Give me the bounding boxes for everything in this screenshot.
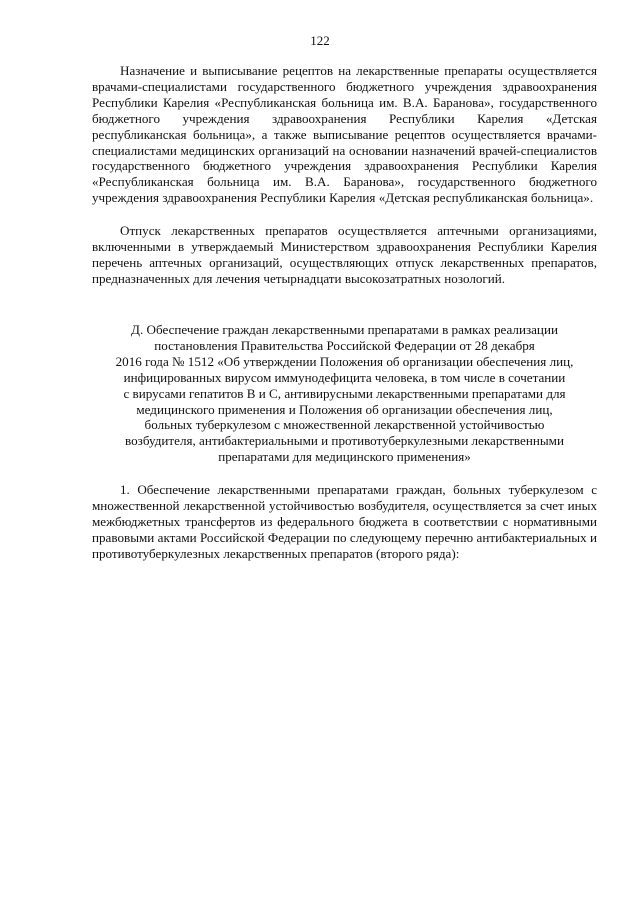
heading-line: больных туберкулезом с множественной лекарственной устойчивостью xyxy=(144,417,545,433)
paragraph-text: Отпуск лекарственных препаратов осуществляется аптечными организациями, включенными в утверждаемый Министерством здравоохранения Республики Карелия перечень аптечных организаций, осуществляющих отпуск лекарственных препаратов, предназначенных для лечения четырнадцати высокозатратных нозологий. xyxy=(92,223,597,286)
page-number: 122 xyxy=(310,33,330,48)
section-heading xyxy=(92,322,597,465)
paragraph-text: Назначение и выписывание рецептов на лекарственные препараты осуществляется врачами-специалистами государственного бюджетного учреждения здравоохранения Республики Карелия «Республиканская больница им. В.А. Баранова», государственного бюджетного учреждения здравоохранения Республики Карелия «Детская республиканская больница», а также выписывание рецептов осуществляется врачами-специалистами медицинских организаций на основании назначений врачей-специалистов государственного бюджетного учреждения здравоохранения Республики Карелия «Республиканская больница им. В.А. Баранова», государственного бюджетного учреждения здравоохранения Республики Карелия «Детская республиканская больница». xyxy=(92,63,597,206)
heading-line: 2016 года № 1512 «Об утверждении Положения об организации обеспечения лиц, xyxy=(115,353,574,369)
heading-line: инфицированных вирусом иммунодефицита человека, в том числе в сочетании xyxy=(123,369,566,385)
heading-line: препаратами для медицинского применения» xyxy=(218,449,471,465)
heading-line: возбудителя, антибактериальными и противотуберкулезными лекарственными xyxy=(125,433,564,449)
paragraph-pharmacy-dispensing xyxy=(92,223,597,287)
heading-line: с вирусами гепатитов B и C, антивирусными лекарственными препаратами для xyxy=(123,385,566,401)
paragraph-tuberculosis-provision xyxy=(92,482,597,562)
heading-line: медицинского применения и Положения об организации обеспечения лиц, xyxy=(136,401,553,417)
paragraph-prescriptions xyxy=(92,63,597,206)
heading-line: Д. Обеспечение граждан лекарственными препаратами в рамках реализации xyxy=(131,322,558,337)
heading-line: постановления Правительства Российской Федерации от 28 декабря xyxy=(154,337,535,353)
paragraph-text: 1. Обеспечение лекарственными препаратами граждан, больных туберкулезом с множественной лекарственной устойчивостью возбудителя, осуществляется за счет иных межбюджетных трансфертов из федерального бюджета в соответствии с нормативными правовыми актами Российской Федерации по следующему перечню антибактериальных и противотуберкулезных лекарственных препаратов (второго ряда): xyxy=(92,482,597,561)
